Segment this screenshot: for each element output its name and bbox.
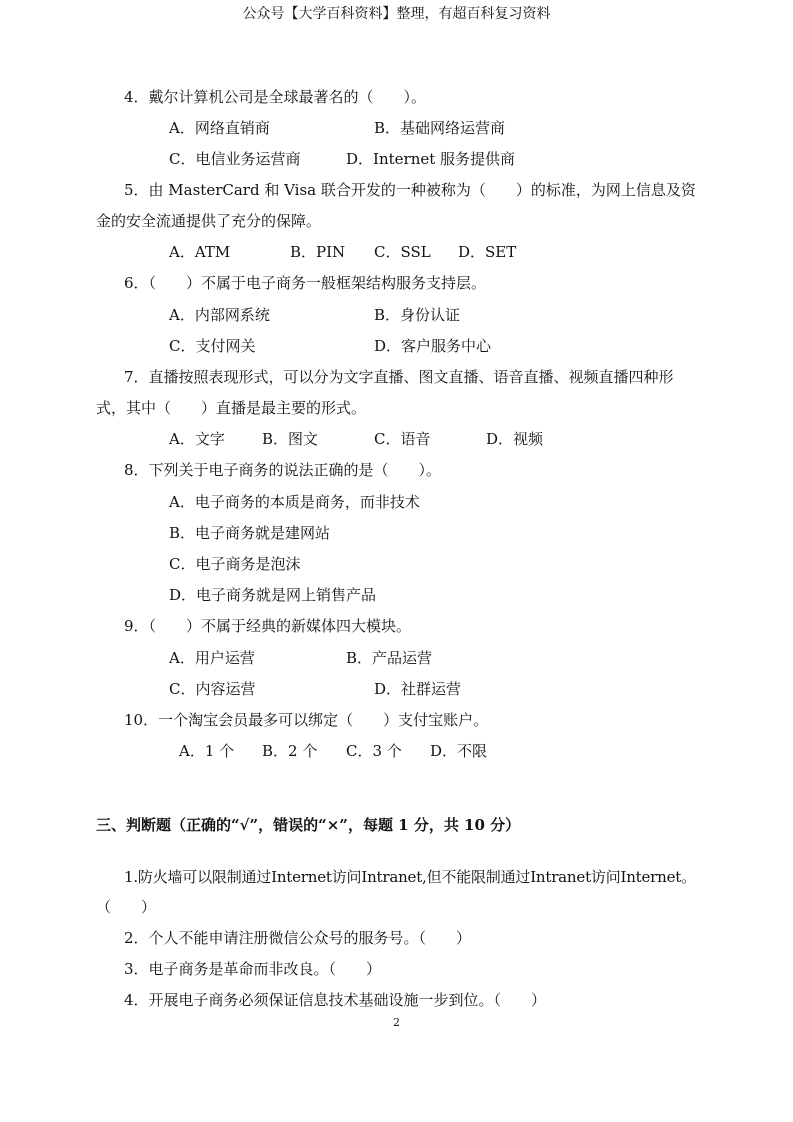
question-4-option-d: D．Internet 服务提供商: [346, 150, 516, 168]
question-4-option-a: A．网络直销商: [169, 119, 270, 137]
question-9-option-c: C．内容运营: [169, 680, 256, 698]
question-6-option-d: D．客户服务中心: [374, 337, 492, 355]
question-5-option-a: A．ATM: [169, 243, 231, 261]
question-8-option-a: A．电子商务的本质是商务，而非技术: [169, 493, 420, 511]
question-5-stem-line2: 金的安全流通提供了充分的保障。: [96, 212, 322, 230]
tf-question-2: 2．个人不能申请注册微信公众号的服务号。（ ）: [124, 929, 472, 947]
tf-question-3: 3．电子商务是革命而非改良。（ ）: [124, 960, 382, 978]
question-10-option-d: D．不限: [430, 742, 488, 760]
question-6-option-b: B．身份认证: [374, 306, 461, 324]
question-5-option-c: C．SSL: [374, 243, 431, 261]
page-number: 2: [393, 1016, 400, 1029]
page-header: 公众号【大学百科资料】整理，有超百科复习资料: [242, 6, 551, 22]
tf-question-4: 4．开展电子商务必须保证信息技术基础设施一步到位。（ ）: [124, 991, 547, 1009]
question-5-option-d: D．SET: [458, 243, 517, 261]
question-7-stem-line2: 式，其中（ ）直播是最主要的形式。: [96, 399, 367, 417]
question-7-stem-line1: 7．直播按照表现形式，可以分为文字直播、图文直播、语音直播、视频直播四种形: [124, 368, 674, 386]
question-9-option-a: A．用户运营: [169, 649, 255, 667]
question-10-option-b: B．2 个: [262, 742, 318, 760]
section-3-heading: 三、判断题（正确的“√”，错误的“×”，每题 1 分，共 10 分）: [96, 816, 521, 834]
question-8-option-d: D．电子商务就是网上销售产品: [169, 586, 377, 604]
question-4-stem: 4．戴尔计算机公司是全球最著名的（ ）。: [124, 88, 427, 106]
question-7-option-d: D．视频: [486, 430, 544, 448]
question-5-option-b: B．PIN: [290, 243, 346, 261]
question-4-option-c: C．电信业务运营商: [169, 150, 301, 168]
question-9-option-b: B．产品运营: [346, 649, 433, 667]
question-10-option-a: A．1 个: [179, 742, 235, 760]
question-7-option-c: C．语音: [374, 430, 431, 448]
question-6-option-c: C．支付网关: [169, 337, 256, 355]
question-6-stem: 6．（ ）不属于电子商务一般框架结构服务支持层。: [124, 274, 487, 292]
question-10-stem: 10．一个淘宝会员最多可以绑定（ ）支付宝账户。: [124, 711, 489, 729]
question-5-stem-line1: 5．由 MasterCard 和 Visa 联合开发的一种被称为（ ）的标准，为网上信息及资: [124, 181, 696, 199]
question-7-option-a: A．文字: [169, 430, 225, 448]
question-8-option-b: B．电子商务就是建网站: [169, 524, 331, 542]
question-7-option-b: B．图文: [262, 430, 319, 448]
question-9-stem: 9．（ ）不属于经典的新媒体四大模块。: [124, 617, 412, 635]
tf-question-1-line1: 1.防火墙可以限制通过Internet访问Intranet,但不能限制通过Intranet访问Internet。: [124, 868, 696, 886]
question-9-option-d: D．社群运营: [374, 680, 462, 698]
question-10-option-c: C．3 个: [346, 742, 402, 760]
question-4-option-b: B．基础网络运营商: [374, 119, 506, 137]
tf-question-1-line2: （ ）: [96, 898, 157, 916]
question-6-option-a: A．内部网系统: [169, 306, 270, 324]
question-8-stem: 8．下列关于电子商务的说法正确的是（ ）。: [124, 461, 442, 479]
question-8-option-c: C．电子商务是泡沫: [169, 555, 301, 573]
